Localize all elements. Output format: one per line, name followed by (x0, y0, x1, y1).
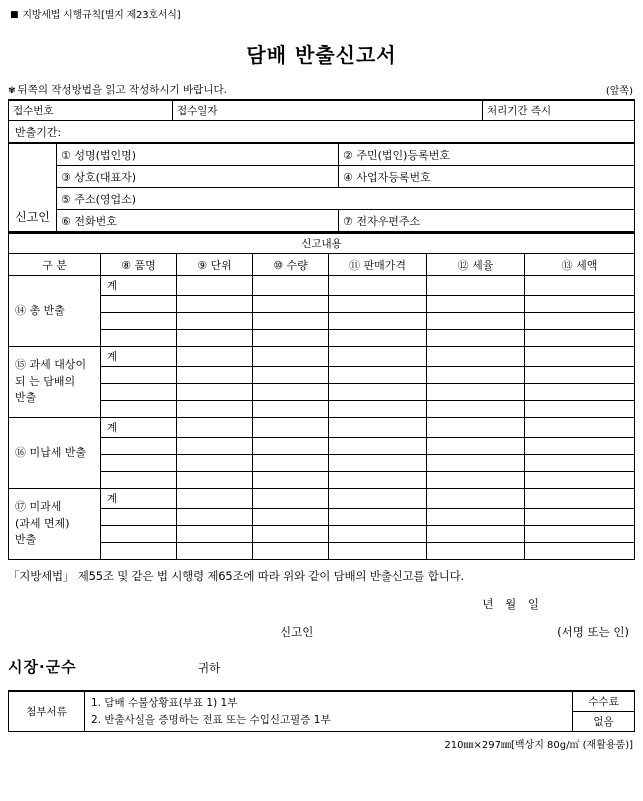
cell-unit[interactable] (177, 526, 253, 543)
fee-value: 없음 (593, 716, 614, 728)
table-row (9, 188, 635, 210)
table-row (9, 144, 635, 166)
field-number: ③ (61, 170, 71, 184)
section-title: 신고내용 (9, 233, 635, 254)
field-number: ② (343, 148, 353, 162)
table-row (9, 455, 635, 472)
cell-price[interactable] (329, 509, 427, 526)
cell-product[interactable] (101, 367, 177, 384)
cell-taxamount[interactable] (525, 347, 635, 367)
field-email[interactable] (339, 210, 635, 232)
table-row (9, 233, 635, 254)
process-time-label: 처리기간 즉시 (483, 100, 635, 121)
table-row (9, 401, 635, 418)
cell-taxrate[interactable] (427, 296, 525, 313)
cell-unit[interactable] (177, 418, 253, 438)
cell-quantity[interactable] (253, 489, 329, 509)
cell-quantity[interactable] (253, 401, 329, 418)
column-header-unit: ⑨ 단위 (177, 254, 253, 276)
cell-product[interactable] (101, 296, 177, 313)
field-number: ⑥ (61, 214, 71, 228)
cell-taxamount[interactable] (525, 438, 635, 455)
table-row (9, 276, 635, 296)
column-header-taxamount: ⑬ 세액 (525, 254, 635, 276)
cell-taxrate[interactable] (427, 330, 525, 347)
cell-product[interactable] (101, 330, 177, 347)
cell-product[interactable] (101, 472, 177, 489)
cell-quantity[interactable] (253, 296, 329, 313)
legal-statement: 「지방세법」 제55조 및 같은 법 시행령 제65조에 따라 위와 같이 담배의 반출신고를 합니다. (8, 569, 464, 583)
paper-spec: 210㎜×297㎜[백상지 80g/㎡ (재활용품)] (444, 740, 633, 751)
declarant-table (8, 143, 635, 232)
cell-quantity[interactable] (253, 472, 329, 489)
cell-taxrate[interactable] (427, 384, 525, 401)
addressee-title: 시장·군수 (8, 658, 77, 676)
addressee-honorific: 귀하 (198, 661, 221, 675)
cell-price[interactable] (329, 330, 427, 347)
cell-unit[interactable] (177, 296, 253, 313)
table-row (9, 296, 635, 313)
cell-unit[interactable] (177, 330, 253, 347)
table-row (9, 691, 635, 732)
bullet-square-icon: ■ (10, 10, 19, 20)
fee-label: 수수료 (573, 692, 634, 712)
table-row (9, 347, 635, 367)
attachment-item: 2. 반출사실을 증명하는 전표 또는 수입신고필증 1부 (91, 713, 331, 726)
table-row (9, 526, 635, 543)
receipt-date-label: 접수일자 (173, 100, 483, 121)
column-header-price: ⑪ 판매가격 (329, 254, 427, 276)
notice-text (8, 84, 227, 96)
cell-product[interactable] (101, 313, 177, 330)
shipment-period-label: 반출기간: (15, 126, 62, 139)
cell-quantity[interactable] (253, 330, 329, 347)
cell-product[interactable] (101, 509, 177, 526)
subtotal-cell: 계 (101, 489, 177, 509)
cell-quantity[interactable] (253, 347, 329, 367)
field-address[interactable] (57, 188, 635, 210)
cell-unit[interactable] (177, 509, 253, 526)
cell-quantity[interactable] (253, 313, 329, 330)
cell-unit[interactable] (177, 543, 253, 560)
field-number: ⑦ (343, 214, 353, 228)
field-name[interactable] (57, 144, 339, 166)
cell-unit[interactable] (177, 401, 253, 418)
subtotal-cell: 계 (101, 347, 177, 367)
receipt-table (8, 99, 635, 121)
cell-unit[interactable] (177, 347, 253, 367)
table-row (9, 438, 635, 455)
cell-price[interactable] (329, 418, 427, 438)
cell-taxamount[interactable] (525, 313, 635, 330)
cell-unit[interactable] (177, 367, 253, 384)
cell-taxamount[interactable] (525, 418, 635, 438)
cell-product[interactable] (101, 438, 177, 455)
cell-product[interactable] (101, 455, 177, 472)
field-number: ⑤ (61, 192, 71, 206)
addressee-line (8, 656, 635, 678)
cell-price[interactable] (329, 526, 427, 543)
table-header-row (9, 254, 635, 276)
table-row (9, 166, 635, 188)
table-row (9, 418, 635, 438)
cell-price[interactable] (329, 438, 427, 455)
page-title: 담배 반출신고서 (246, 43, 397, 67)
cell-quantity[interactable] (253, 438, 329, 455)
cell-taxamount[interactable] (525, 489, 635, 509)
shipment-period-field[interactable] (8, 121, 635, 143)
cell-quantity[interactable] (253, 543, 329, 560)
row-label-untaxed-shipment: ⑯ 미납세 반출 (9, 418, 101, 489)
table-row (9, 313, 635, 330)
field-trade-name[interactable] (57, 166, 339, 188)
cell-quantity[interactable] (253, 418, 329, 438)
cell-product[interactable] (101, 526, 177, 543)
cell-taxamount[interactable] (525, 543, 635, 560)
declarant-side-label: 신고인 (9, 144, 57, 232)
attachment-item: 1. 담배 수불상황표(부표 1) 1부 (91, 697, 238, 710)
field-label: 상호(대표자) (74, 170, 137, 184)
cell-taxamount[interactable] (525, 367, 635, 384)
receipt-number-label: 접수번호 (9, 100, 173, 121)
table-row (9, 489, 635, 509)
column-header-product: ⑧ 품명 (101, 254, 177, 276)
form-code (10, 6, 635, 21)
table-row (9, 384, 635, 401)
page-side-marker: (앞쪽) (605, 86, 633, 97)
signature-line (8, 624, 635, 644)
cell-price[interactable] (329, 472, 427, 489)
field-label: 전자우편주소 (356, 214, 421, 228)
field-phone[interactable] (57, 210, 339, 232)
cell-taxamount[interactable] (525, 384, 635, 401)
attachment-label: 첨부서류 (9, 691, 85, 732)
declaration-content-table (8, 232, 635, 560)
cell-price[interactable] (329, 455, 427, 472)
field-number: ④ (343, 170, 353, 184)
cell-quantity[interactable] (253, 367, 329, 384)
cell-unit[interactable] (177, 472, 253, 489)
cell-taxamount[interactable] (525, 472, 635, 489)
attachment-list (85, 691, 573, 732)
cell-taxrate[interactable] (427, 472, 525, 489)
cell-quantity[interactable] (253, 526, 329, 543)
cell-taxrate[interactable] (427, 313, 525, 330)
table-row (9, 100, 635, 121)
fee-cell (573, 691, 635, 732)
cell-quantity[interactable] (253, 509, 329, 526)
cell-price[interactable] (329, 296, 427, 313)
cell-taxrate[interactable] (427, 418, 525, 438)
date-line: 년 월 일 (482, 597, 543, 611)
table-row (9, 330, 635, 347)
cell-taxrate[interactable] (427, 401, 525, 418)
cell-price[interactable] (329, 367, 427, 384)
cell-taxamount[interactable] (525, 330, 635, 347)
cell-price[interactable] (329, 543, 427, 560)
field-label: 주소(영업소) (74, 192, 137, 206)
row-label-taxable-shipment: ⑮ 과세 대상이 되 는 담배의 반출 (9, 347, 101, 418)
cell-taxrate[interactable] (427, 543, 525, 560)
notice-row (8, 82, 635, 96)
cell-taxrate[interactable] (427, 489, 525, 509)
cell-taxrate[interactable] (427, 347, 525, 367)
table-row (9, 509, 635, 526)
cell-unit[interactable] (177, 455, 253, 472)
cell-taxrate[interactable] (427, 509, 525, 526)
signature-note: (서명 또는 인) (557, 625, 629, 639)
cell-taxamount[interactable] (525, 296, 635, 313)
field-label: 성명(법인명) (74, 148, 137, 162)
cell-taxrate[interactable] (427, 367, 525, 384)
cell-taxamount[interactable] (525, 526, 635, 543)
cell-taxamount[interactable] (525, 276, 635, 296)
cell-quantity[interactable] (253, 455, 329, 472)
field-resident-number[interactable] (339, 144, 635, 166)
notice-label: 뒤쪽의 작성방법을 읽고 작성하시기 바랍니다. (17, 84, 227, 96)
column-header-taxrate: ⑫ 세율 (427, 254, 525, 276)
cell-product[interactable] (101, 384, 177, 401)
cell-product[interactable] (101, 543, 177, 560)
field-label: 전화번호 (74, 214, 117, 228)
cell-taxrate[interactable] (427, 455, 525, 472)
cell-price[interactable] (329, 401, 427, 418)
cell-unit[interactable] (177, 384, 253, 401)
cell-quantity[interactable] (253, 276, 329, 296)
field-business-number[interactable] (339, 166, 635, 188)
cell-taxrate[interactable] (427, 276, 525, 296)
cell-taxrate[interactable] (427, 526, 525, 543)
column-header-category: 구 분 (9, 254, 101, 276)
field-number: ① (61, 148, 71, 162)
field-label: 주민(법인)등록번호 (356, 148, 450, 162)
signature-label: 신고인 (280, 625, 314, 639)
cell-price[interactable] (329, 489, 427, 509)
cell-unit[interactable] (177, 276, 253, 296)
cell-taxamount[interactable] (525, 455, 635, 472)
flower-star-icon: ✾ (8, 86, 16, 96)
cell-unit[interactable] (177, 438, 253, 455)
subtotal-cell: 계 (101, 418, 177, 438)
form-code-text: 지방세법 시행규칙[별지 제23호서식] (22, 10, 181, 21)
attachment-table (8, 690, 635, 732)
field-label: 사업자등록번호 (356, 170, 431, 184)
cell-taxrate[interactable] (427, 438, 525, 455)
row-label-total-shipment: ⑭ 총 반출 (9, 276, 101, 347)
cell-price[interactable] (329, 384, 427, 401)
cell-price[interactable] (329, 276, 427, 296)
cell-price[interactable] (329, 347, 427, 367)
subtotal-cell: 계 (101, 276, 177, 296)
cell-price[interactable] (329, 313, 427, 330)
cell-taxamount[interactable] (525, 401, 635, 418)
column-header-quantity: ⑩ 수량 (253, 254, 329, 276)
cell-quantity[interactable] (253, 384, 329, 401)
table-row (9, 543, 635, 560)
cell-unit[interactable] (177, 489, 253, 509)
cell-unit[interactable] (177, 313, 253, 330)
row-label-exempt-shipment: ⑰ 미과세 (과세 면제) 반출 (9, 489, 101, 560)
cell-product[interactable] (101, 401, 177, 418)
table-row (9, 210, 635, 232)
cell-taxamount[interactable] (525, 509, 635, 526)
table-row (9, 367, 635, 384)
table-row (9, 472, 635, 489)
